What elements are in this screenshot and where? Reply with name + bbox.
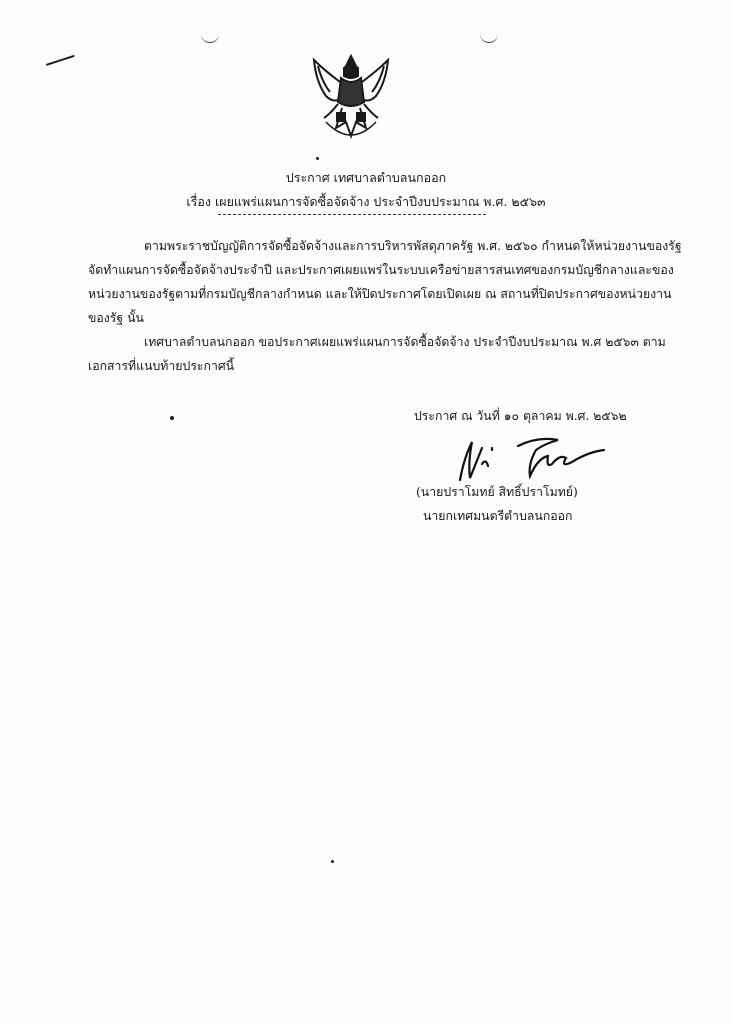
paragraph-2-line: เทศบาลตำบลนกออก ขอประกาศเผยแพร่แผนการจัดซื้อจัดจ้าง ประจำปีงบประมาณ พ.ศ ๒๕๖๓ ตาม [144, 335, 666, 349]
paragraph-1-line: หน่วยงานของรัฐตามที่กรมบัญชีกลางกำหนด และให้ปิดประกาศโดยเปิดเผย ณ สถานที่ปิดประกาศของหน่วยงาน [88, 287, 672, 301]
signer-position: นายกเทศมนตรีตำบลนกออก [423, 509, 573, 523]
ink-dot [316, 157, 319, 160]
paragraph-1-line: จัดทำแผนการจัดซื้อจัดจ้างประจำปี และประกาศเผยแพร่ในระบบเครือข่ายสารสนเทศของกรมบัญชีกลางและของ [88, 263, 674, 277]
punch-hole-left [201, 30, 219, 43]
signer-name: (นายปราโมทย์ สิทธิ์ปราโมทย์) [416, 485, 578, 499]
paragraph-1-line: ตามพระราชบัญญัติการจัดซื้อจัดจ้างและการบริหารพัสดุภาครัฐ พ.ศ. ๒๕๖๐ กำหนดให้หน่วยงานของรัฐ [144, 239, 682, 253]
ink-dot [331, 860, 334, 863]
announcement-date: ประกาศ ณ วันที่ ๑๐ ตุลาคม พ.ศ. ๒๕๖๒ [414, 409, 627, 423]
paragraph-2 [88, 330, 666, 378]
divider-dashed [218, 214, 486, 215]
announcement-title: ประกาศ เทศบาลตำบลนกออก [285, 170, 447, 185]
paragraph-2-line: เอกสารที่แนบท้ายประกาศนี้ [88, 359, 235, 373]
punch-hole-right [480, 30, 498, 43]
garuda-emblem-icon [306, 52, 396, 148]
paragraph-1 [88, 234, 682, 330]
pen-mark [46, 55, 75, 66]
handwritten-signature-icon [448, 428, 608, 490]
paragraph-1-line: ของรัฐ นั้น [88, 311, 144, 325]
announcement-subject: เรื่อง เผยแพร่แผนการจัดซื้อจัดจ้าง ประจำปีงบประมาณ พ.ศ. ๒๕๖๓ [186, 194, 546, 209]
ink-dot [170, 416, 174, 420]
